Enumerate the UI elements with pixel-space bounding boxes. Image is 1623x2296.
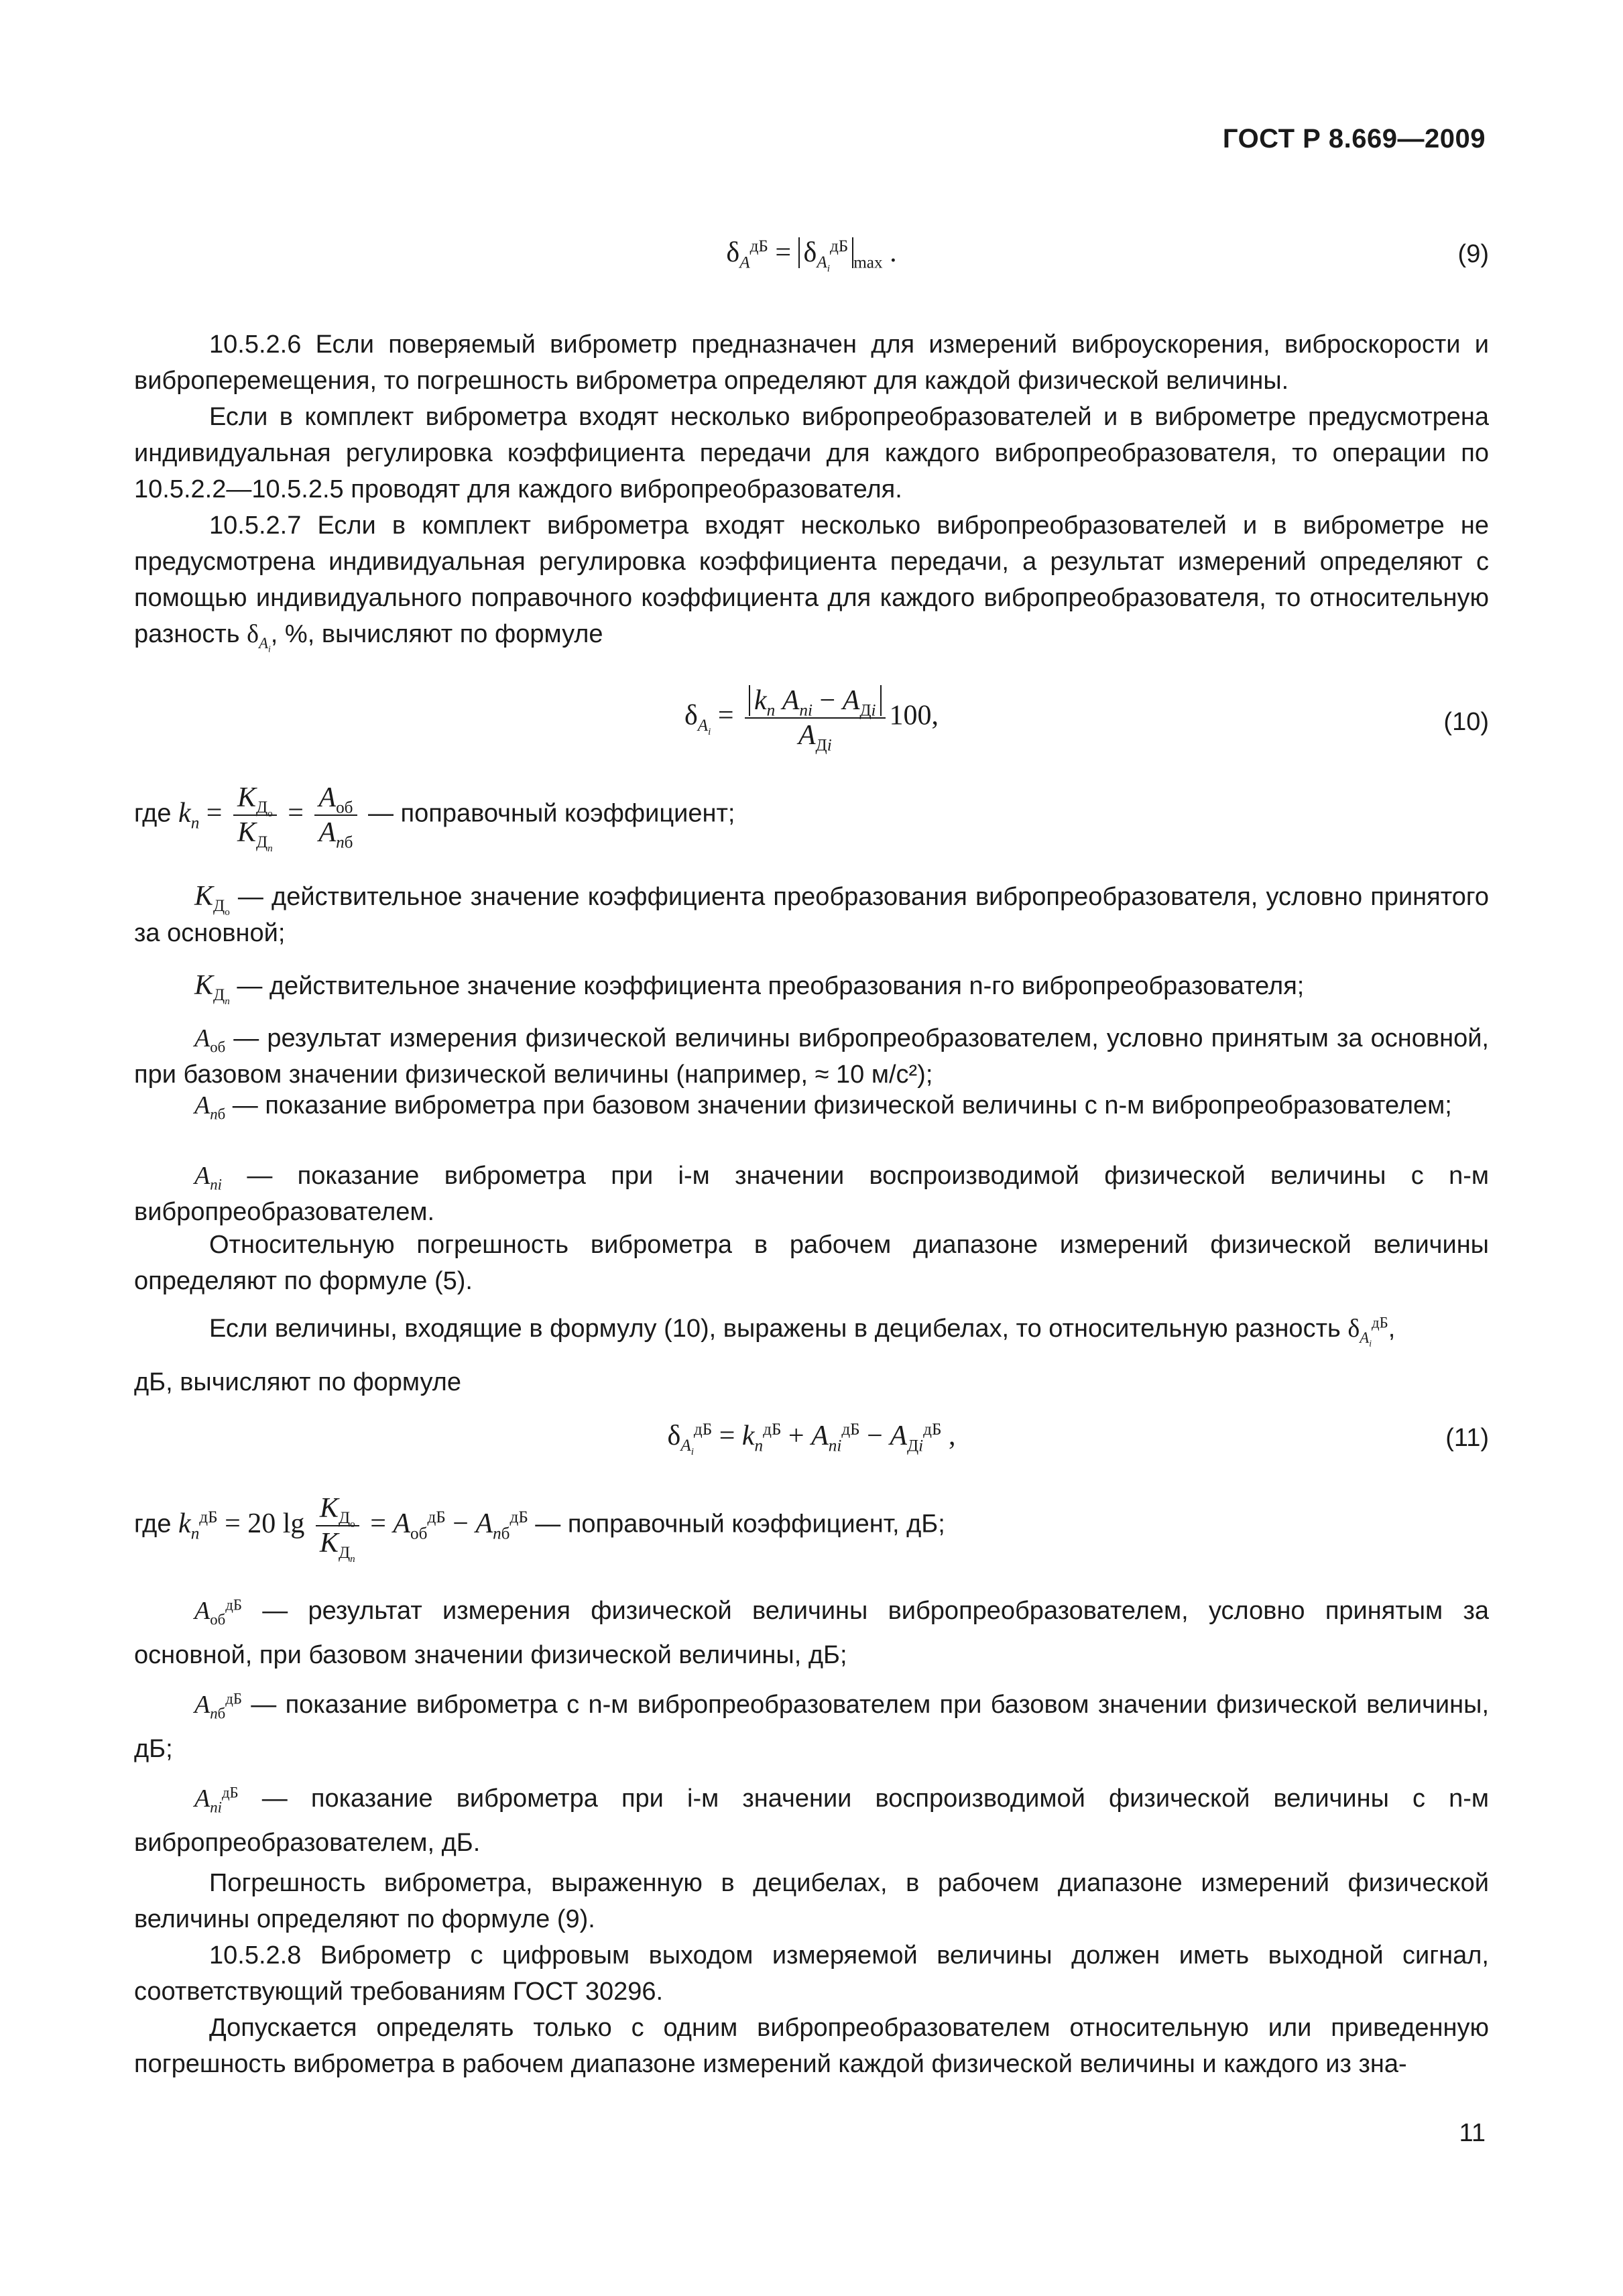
where-label: где xyxy=(134,799,172,828)
def-a-ob-text: — результат измерения физической величины вибропреобразователем, условно принятым за основной, при базовом значении физической величины (например, ≈ 10 м/с²); xyxy=(134,1024,1489,1089)
def-db-a-ni: $A_{ni}^{дБ}$ — показание виброметра при i-м значении воспроизводимой физической величины с n-м вибропреобразователем, дБ. xyxy=(134,1784,1489,1857)
paragraph-10-5-2-6: 10.5.2.6 Если поверяемый виброметр предназначен для измерений виброускорения, виброскорости и виброперемещения, то погрешность виброметра определяют для каждой физической величины. xyxy=(134,330,1489,395)
def-db-a-nb-text: — показание виброметра с n-м вибропреобразователем при базовом значении физической величины, дБ; xyxy=(134,1691,1489,1763)
def-k-dn-text: — действительное значение коэффициента преобразования n-го вибропреобразователя; xyxy=(237,972,1305,1000)
formula-11 xyxy=(134,1408,1489,1488)
formula-9-expression: $\delta_A^{дБ} = \delta_{A_i}^{дБ}_{max}$ . xyxy=(726,237,897,275)
paragraph-10-5-2-7-tail: , %, вычисляют по формуле xyxy=(270,620,603,648)
standard-header: ГОСТ Р 8.669—2009 xyxy=(1222,124,1486,154)
paragraph-db-text: Если величины, входящие в формулу (10), выражены в децибелах, то относительную разность xyxy=(209,1315,1341,1343)
formula-11-number: (11) xyxy=(1445,1424,1489,1452)
paragraph-10-5-2-6-b: Если в комплект виброметра входят несколько вибропреобразователей и в виброметре предусмотрена индивидуальная регулировка коэффициента передачи для каждого вибропреобразователя, то операции по 10.5.2.2—10.5.2.5 проводят для каждого вибропреобразователя. xyxy=(134,403,1489,503)
def-db-a-ob: $A_{об}^{дБ}$ — результат измерения физической величины вибропреобразователем, условно принятым за основной, при базовом значении физической величины, дБ; xyxy=(134,1596,1489,1669)
def-a-nb: $A_{nб}$ — показание виброметра при базовом значении физической величины с n-м вибропреобразователем; xyxy=(194,1091,1452,1123)
delta-ai-db-symbol: $\delta_{A_i}^{дБ}$ xyxy=(1347,1314,1388,1349)
paragraph-10-5-2-7 xyxy=(134,507,1489,652)
delta-ai-symbol: $\delta_{A_i}$ xyxy=(247,620,271,654)
def-a-nb-text: — показание виброметра при базовом значении физической величины с n-м вибропреобразователем; xyxy=(232,1091,1452,1120)
formula-10-expression: $\delta_{A_i}$ = $\frac{k_n A_{ni} - A_{Дi}}{A_{Дi}}$ 100, xyxy=(684,685,939,755)
def-db-a-ni-text: — показание виброметра при i-м значении воспроизводимой физической величины с n-м вибропреобразователем, дБ. xyxy=(134,1785,1489,1857)
def-db-a-ob-text: — результат измерения физической величины вибропреобразователем, условно принятым за основной, при базовом значении физической величины, дБ; xyxy=(134,1597,1489,1669)
where-kn-db-line xyxy=(134,1492,1489,1565)
kn-definition: $k_n$ = $\frac{K_{Д_о}}{K_{Д_n}}$ = $\frac{A_{об}}{A_{nб}}$ xyxy=(178,798,368,829)
formula-10 xyxy=(134,677,1489,771)
formula-9-number: (9) xyxy=(1457,240,1489,268)
kn-db-tail: — поправочный коэффициент, дБ; xyxy=(535,1510,945,1538)
def-k-dn: $K_{Д_n}$ — действительное значение коэффициента преобразования n-го вибропреобразователя; xyxy=(194,970,1305,1008)
formula-11-expression: $\delta_{A_i}^{дБ} = k_n^{дБ} + A_{ni}^{дБ} - A_{Дi}^{дБ}$ , xyxy=(667,1421,956,1458)
page-number: 11 xyxy=(1459,2119,1486,2147)
formula-9 xyxy=(134,221,1489,302)
paragraph-allowed: Допускается определять только с одним вибропреобразователем относительную или приведенную погрешность виброметра в рабочем диапазоне измерений каждой физической величины и каждого из зна- xyxy=(134,2014,1489,2078)
kn-tail: — поправочный коэффициент; xyxy=(368,799,735,828)
formula-10-fraction: $\frac{k_n A_{ni} - A_{Дi}}{A_{Дi}}$ xyxy=(745,684,886,752)
paragraph-10-5-2-7-text: 10.5.2.7 Если в комплект виброметра входят несколько вибропреобразователей и в виброметре не предусмотрена индивидуальная регулировка коэффициента передачи, а результат измерений определяют с помощью индивидуального поправочного коэффициента для каждого вибропреобразователя, то относительную разность xyxy=(134,511,1489,648)
def-db-a-nb: $A_{nб}^{дБ}$ — показание виброметра с n-м вибропреобразователем при базовом значении физической величины, дБ; xyxy=(134,1690,1489,1763)
paragraph-db: Если величины, входящие в формулу (10), выражены в децибелах, то относительную разность $\delta_{A_i}^{дБ}$, xyxy=(209,1314,1396,1349)
paragraph-relative-error: Относительную погрешность виброметра в рабочем диапазоне измерений физической величины определяют по формуле (5). xyxy=(134,1231,1489,1295)
def-k-do-text: — действительное значение коэффициента преобразования вибропреобразователя, условно принятого за основной; xyxy=(134,883,1489,947)
where-kn-line xyxy=(134,781,1489,855)
where-db-label: где xyxy=(134,1510,172,1538)
formula-10-number: (10) xyxy=(1443,708,1489,736)
def-a-ob: $A_{об}$ — результат измерения физической величины вибропреобразователем, условно принятым за основной, при базовом значении физической величины (например, ≈ 10 м/с²); xyxy=(134,1024,1489,1089)
formula-10-factor: 100, xyxy=(889,700,939,731)
def-a-ni-text: — показание виброметра при i-м значении воспроизводимой физической величины с n-м вибропреобразователем. xyxy=(134,1162,1490,1226)
kn-db-definition: $k_n^{дБ} = 20$ lg $\frac{K_{Д_о}}{K_{Д_n}}$ = $A_{об}^{дБ} - A_{nб}^{дБ}$ xyxy=(178,1493,528,1565)
paragraph-db-error: Погрешность виброметра, выраженную в децибелах, в рабочем диапазоне измерений физической величины определяют по формуле (9). xyxy=(134,1869,1489,1933)
paragraph-10-5-2-8: 10.5.2.8 Виброметр с цифровым выходом измеряемой величины должен иметь выходной сигнал, соответствующий требованиям ГОСТ 30296. xyxy=(134,1941,1489,2006)
paragraph-db-tail: дБ, вычисляют по формуле xyxy=(134,1368,461,1396)
def-k-do: $K_{Д_о}$ — действительное значение коэффициента преобразования вибропреобразователя, условно принятого за основной; xyxy=(134,881,1489,947)
def-a-ni: $A_{ni}$ — показание виброметра при i-м значении воспроизводимой физической величины с n-м вибропреобразователем. xyxy=(134,1162,1490,1226)
